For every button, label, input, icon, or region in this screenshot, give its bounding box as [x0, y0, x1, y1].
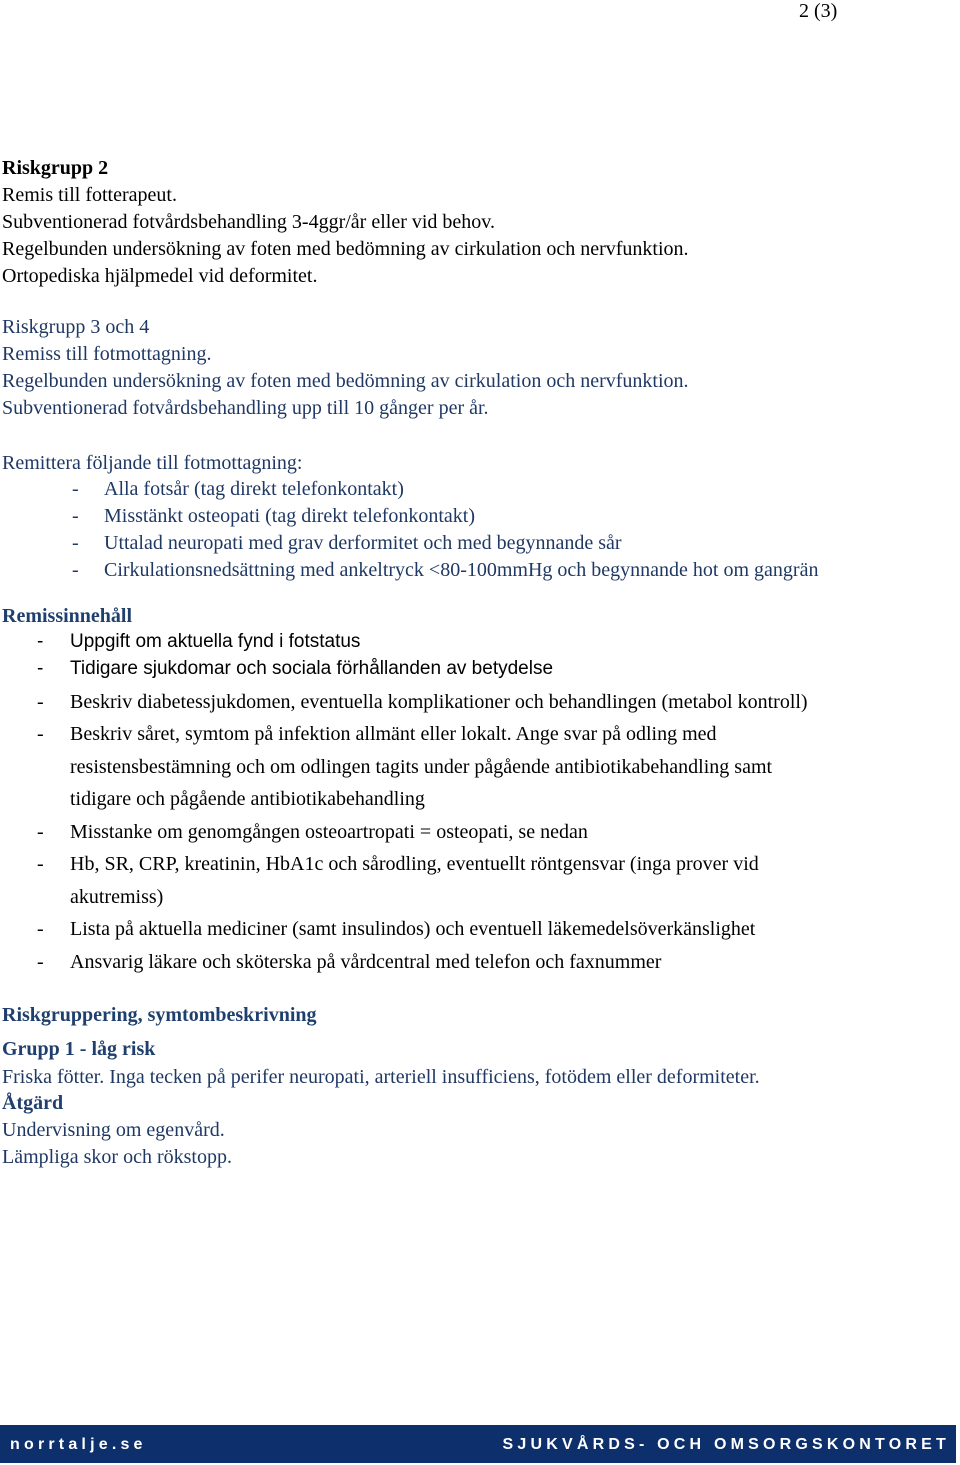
remiss-item-text: Lista på aktuella mediciner (samt insulindos) och eventuell läkemedelsöverkänslighet	[70, 918, 756, 940]
remiss-item-text: Uppgift om aktuella fynd i fotstatus	[70, 631, 361, 652]
grupp1-text: Friska fötter. Inga tecken på perifer neuropati, arteriell insufficiens, fotödem eller deformiteter.	[2, 1066, 760, 1088]
remittera-item-text: Alla fotsår (tag direkt telefonkontakt)	[104, 478, 404, 500]
remittera-item-text: Cirkulationsnedsättning med ankeltryck <80-100mmHg och begynnande hot om gangrän	[104, 559, 819, 581]
riskgrupp2-line: Remis till fotterapeut.	[2, 184, 177, 206]
remiss-item-text: Misstanke om genomgången osteoartropati = osteopati, se nedan	[70, 821, 588, 843]
riskgrupp2-heading: Riskgrupp 2	[2, 157, 109, 179]
remiss-item-text: tidigare och pågående antibiotikabehandling	[70, 788, 425, 810]
riskgrupp34-heading: Riskgrupp 3 och 4	[2, 316, 150, 338]
atgard-line: Undervisning om egenvård.	[2, 1119, 225, 1141]
riskgruppering-heading: Riskgruppering, symtombeskrivning	[2, 1004, 317, 1026]
remiss-item-text: resistensbestämning och om odlingen tagits under pågående antibiotikabehandling samt	[70, 756, 773, 778]
footer-bar	[0, 1425, 956, 1463]
grupp1-heading: Grupp 1 - låg risk	[2, 1038, 156, 1060]
remiss-item-text: Ansvarig läkare och sköterska på vårdcentral med telefon och faxnummer	[70, 951, 662, 973]
riskgrupp34-line: Remiss till fotmottagning.	[2, 343, 212, 365]
atgard-heading: Åtgärd	[2, 1092, 64, 1114]
remittera-heading: Remittera följande till fotmottagning:	[2, 452, 303, 474]
remiss-item-text: Hb, SR, CRP, kreatinin, HbA1c och sårodling, eventuellt röntgensvar (inga prover vid	[70, 853, 759, 875]
page-number: 2 (3)	[799, 0, 838, 22]
riskgrupp2-line: Ortopediska hjälpmedel vid deformitet.	[2, 265, 318, 287]
remiss-item-text: Tidigare sjukdomar och sociala förhållanden av betydelse	[70, 658, 554, 679]
atgard-line: Lämpliga skor och rökstopp.	[2, 1146, 232, 1168]
remiss-item-text: Beskriv såret, symtom på infektion allmänt eller lokalt. Ange svar på odling med	[70, 723, 717, 745]
riskgrupp2-line: Subventionerad fotvårdsbehandling 3-4ggr/år eller vid behov.	[2, 211, 496, 233]
remissinnehall-heading: Remissinnehåll	[2, 605, 133, 627]
riskgrupp34-line: Subventionerad fotvårdsbehandling upp till 10 gånger per år.	[2, 397, 489, 419]
footer-department: SJUKVÅRDS- OCH OMSORGSKONTORET	[502, 1436, 950, 1453]
footer-website: norrtalje.se	[10, 1436, 147, 1453]
riskgrupp34-line: Regelbunden undersökning av foten med bedömning av cirkulation och nervfunktion.	[2, 370, 689, 392]
remiss-item-text: akutremiss)	[70, 886, 164, 908]
remittera-item-text: Uttalad neuropati med grav derformitet och med begynnande sår	[104, 532, 622, 554]
riskgrupp2-line: Regelbunden undersökning av foten med bedömning av cirkulation och nervfunktion.	[2, 238, 689, 260]
remiss-item-text: Beskriv diabetessjukdomen, eventuella komplikationer och behandlingen (metabol kontroll)	[70, 691, 808, 713]
remittera-item-text: Misstänkt osteopati (tag direkt telefonkontakt)	[104, 505, 476, 527]
